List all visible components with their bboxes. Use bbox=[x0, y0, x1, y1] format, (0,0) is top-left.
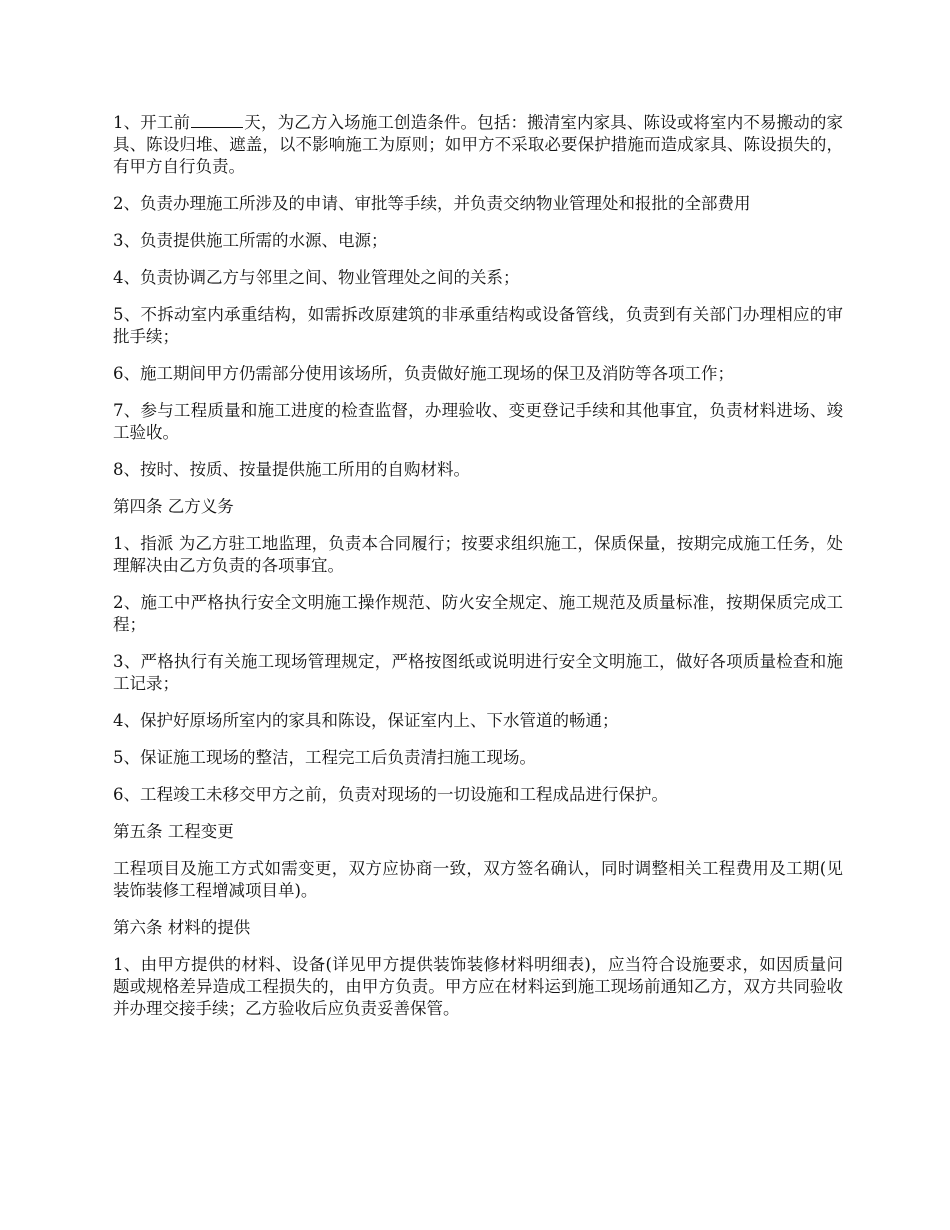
section-heading-article-4: 第四条 乙方义务 bbox=[113, 497, 234, 516]
paragraph-12: 4、保护好原场所室内的家具和陈设，保证室内上、下水管道的畅通； bbox=[113, 711, 619, 730]
paragraph-9: 1、指派 为乙方驻工地监理，负责本合同履行；按要求组织施工，保质保量，按期完成施工任务，处理解决由乙方负责的各项事宜。 bbox=[113, 534, 843, 575]
paragraph-10: 2、施工中严格执行安全文明施工操作规范、防火安全规定、施工规范及质量标准，按期保质完成工程； bbox=[113, 593, 843, 634]
paragraph-1-post: 天，为乙方入场施工创造条件。包括：搬清室内家具、陈设或将室内不易搬动的家具、陈设归堆、遮盖，以不影响施工为原则；如甲方不采取必要保护措施而造成家具、陈设损失的，有甲方自行负责。 bbox=[113, 113, 844, 176]
fill-in-blank bbox=[191, 110, 243, 128]
section-heading-article-5: 第五条 工程变更 bbox=[113, 822, 234, 841]
paragraph-16: 1、由甲方提供的材料、设备(详见甲方提供装饰装修材料明细表)，应当符合设施要求，如因质量问题或规格差异造成工程损失的，由甲方负责。甲方应在材料运到施工现场前通知乙方，双方共同验收并办理交接手续；乙方验收后应负责妥善保管。 bbox=[113, 955, 843, 1018]
paragraph-6: 6、施工期间甲方仍需部分使用该场所，负责做好施工现场的保卫及消防等各项工作； bbox=[113, 364, 734, 383]
paragraph-1-pre: 1、开工前 bbox=[113, 113, 191, 132]
paragraph-11: 3、严格执行有关施工现场管理规定，严格按图纸或说明进行安全文明施工，做好各项质量检查和施工记录； bbox=[113, 652, 843, 693]
section-heading-article-6: 第六条 材料的提供 bbox=[113, 918, 251, 937]
paragraph-3: 3、负责提供施工所需的水源、电源； bbox=[113, 231, 388, 250]
paragraph-5: 5、不拆动室内承重结构，如需拆改原建筑的非承重结构或设备管线，负责到有关部门办理相应的审批手续； bbox=[113, 305, 843, 346]
paragraph-14: 6、工程竣工未移交甲方之前，负责对现场的一切设施和工程成品进行保护。 bbox=[113, 785, 668, 804]
paragraph-1 bbox=[113, 110, 843, 178]
paragraph-2: 2、负责办理施工所涉及的申请、审批等手续，并负责交纳物业管理处和报批的全部费用 bbox=[113, 194, 751, 213]
paragraph-4: 4、负责协调乙方与邻里之间、物业管理处之间的关系； bbox=[113, 268, 520, 287]
paragraph-13: 5、保证施工现场的整洁，工程完工后负责清扫施工现场。 bbox=[113, 748, 536, 767]
paragraph-15: 工程项目及施工方式如需变更，双方应协商一致，双方签名确认，同时调整相关工程费用及工期(见装饰装修工程增减项目单)。 bbox=[113, 859, 843, 900]
document-page bbox=[113, 110, 843, 1035]
paragraph-7: 7、参与工程质量和施工进度的检查监督，办理验收、变更登记手续和其他事宜，负责材料进场、竣工验收。 bbox=[113, 401, 843, 442]
paragraph-8: 8、按时、按质、按量提供施工所用的自购材料。 bbox=[113, 460, 470, 479]
